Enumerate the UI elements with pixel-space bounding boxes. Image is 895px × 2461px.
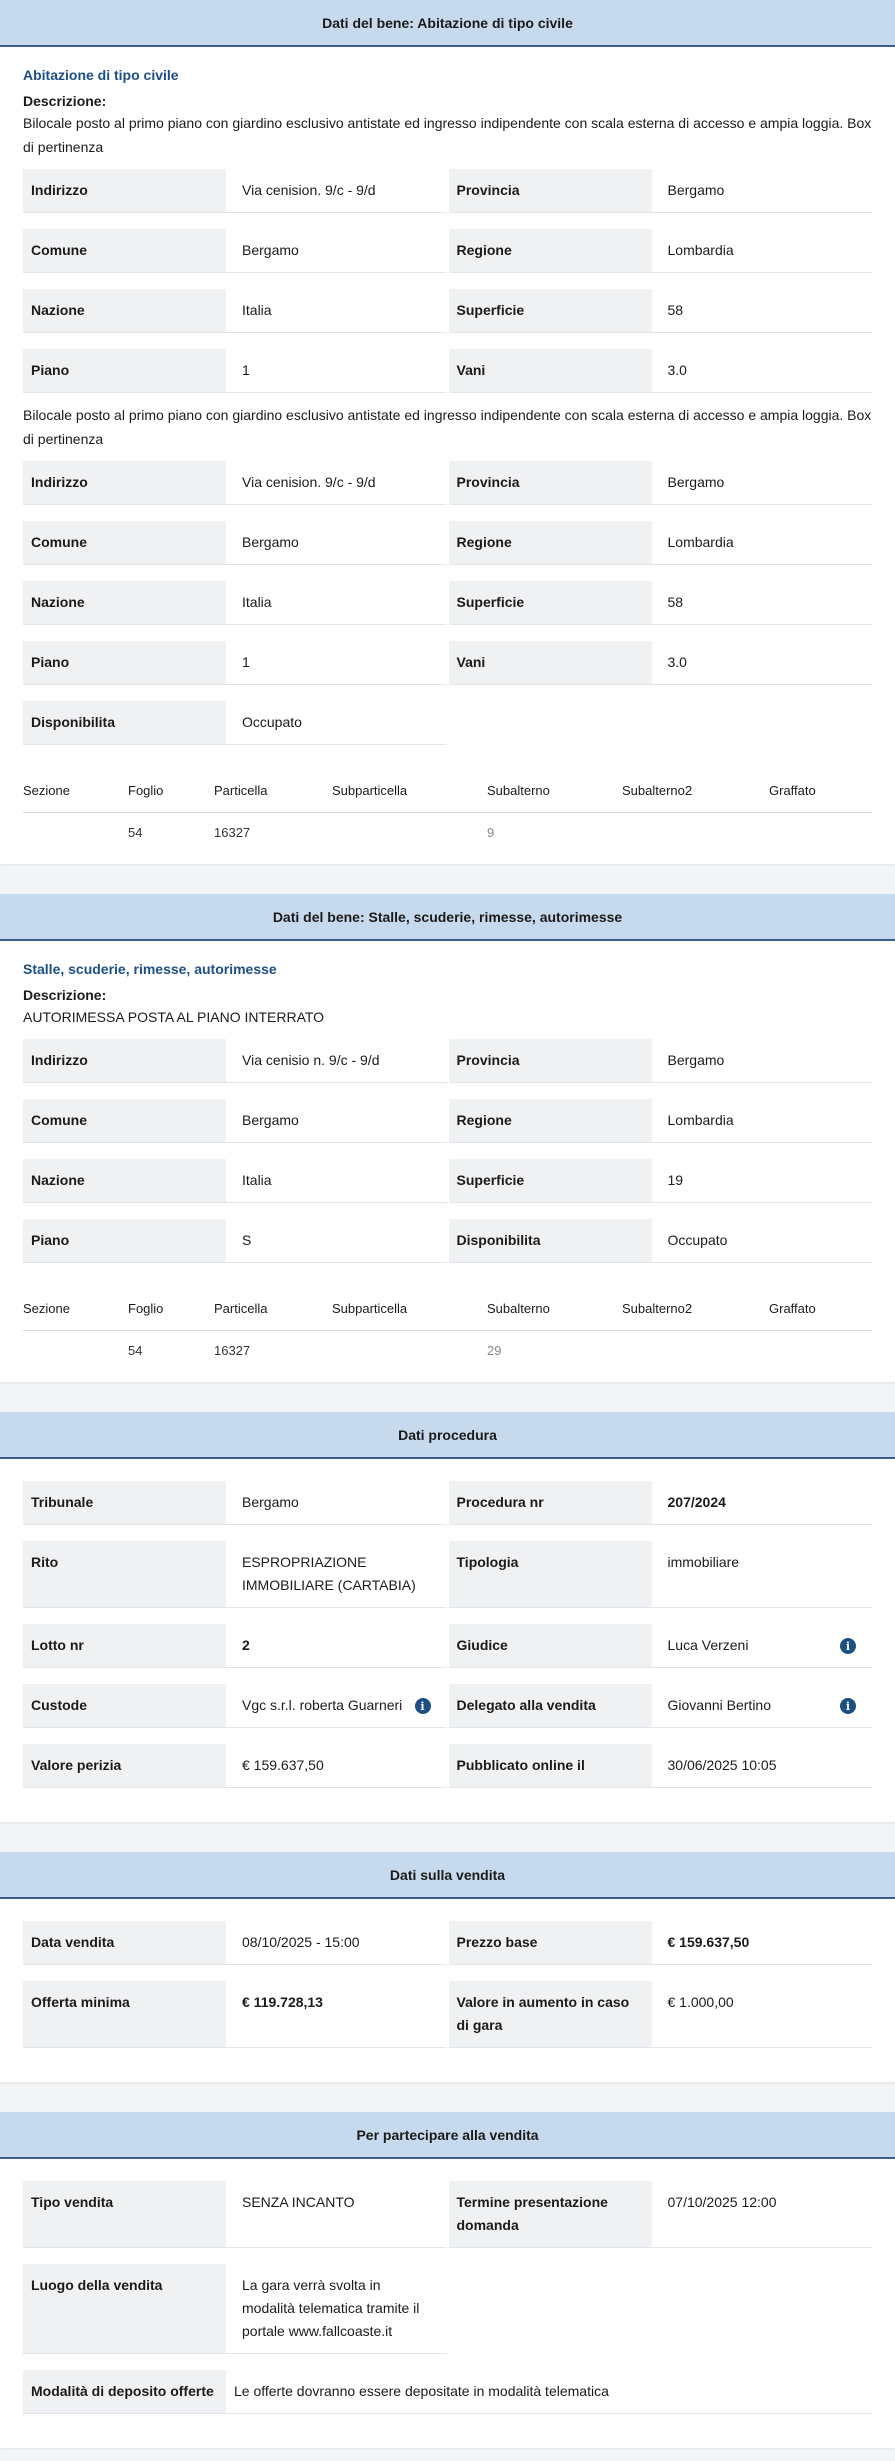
details-grid <box>23 1921 872 2064</box>
col-graffato: Graffato <box>769 1293 872 1331</box>
info-icon[interactable]: i <box>840 1698 856 1714</box>
catasto-table <box>23 775 872 846</box>
details-grid <box>23 2181 872 2430</box>
col-sezione: Sezione <box>23 775 128 813</box>
field-disponibilita: Disponibilita Occupato <box>449 1219 873 1263</box>
col-foglio: Foglio <box>128 775 214 813</box>
col-graffato: Graffato <box>769 775 872 813</box>
field-delegato: Delegato alla vendita Giovanni Bertino i <box>449 1684 873 1728</box>
col-subalterno2: Subalterno2 <box>622 775 769 813</box>
field-regione: Regione Lombardia <box>449 521 873 565</box>
col-foglio: Foglio <box>128 1293 214 1331</box>
field-pubblicato: Pubblicato online il 30/06/2025 10:05 <box>449 1744 873 1788</box>
col-particella: Particella <box>214 775 332 813</box>
item-title: Stalle, scuderie, rimesse, autorimesse <box>23 961 277 977</box>
field-tribunale: Tribunale Bergamo <box>23 1481 447 1525</box>
card-header: Dati del bene: Abitazione di tipo civile <box>0 0 895 47</box>
table-row: 54 16327 9 <box>128 825 495 840</box>
field-nazione: Nazione Italia <box>23 1159 447 1203</box>
field-custode: Custode Vgc s.r.l. roberta Guarneri i <box>23 1684 447 1728</box>
catasto-table <box>23 1293 872 1364</box>
description-label: Descrizione: <box>23 987 107 1003</box>
info-icon[interactable]: i <box>840 1638 856 1654</box>
field-tipologia: Tipologia immobiliare <box>449 1541 873 1608</box>
card-dati-procedura <box>0 1412 895 1822</box>
field-regione: Regione Lombardia <box>449 229 873 273</box>
field-procedura-nr: Procedura nr 207/2024 <box>449 1481 873 1525</box>
field-disponibilita: Disponibilita Occupato <box>23 701 447 745</box>
field-vani: Vani 3.0 <box>449 641 873 685</box>
col-particella: Particella <box>214 1293 332 1331</box>
field-provincia: Provincia Bergamo <box>449 461 873 505</box>
item-title: Abitazione di tipo civile <box>23 67 179 83</box>
details-grid <box>23 1481 872 1804</box>
field-valore-aumento: Valore in aumento in caso di gara € 1.000,00 <box>449 1981 873 2048</box>
details-grid <box>23 169 872 409</box>
description-label: Descrizione: <box>23 93 107 109</box>
details-grid <box>23 1039 872 1279</box>
table-row: 54 16327 29 <box>128 1343 502 1358</box>
field-termine-presentazione: Termine presentazione domanda 07/10/2025 12:00 <box>449 2181 873 2248</box>
col-subalterno: Subalterno <box>487 1293 622 1331</box>
field-comune: Comune Bergamo <box>23 229 447 273</box>
card-header: Dati del bene: Stalle, scuderie, rimesse, autorimesse <box>0 894 895 941</box>
card-header: Dati procedura <box>0 1412 895 1459</box>
description-text: Bilocale posto al primo piano con giardino esclusivo antistate ed ingresso indipendente con scala esterna di accesso e ampia loggia. Box di pertinenza <box>23 115 872 155</box>
field-comune: Comune Bergamo <box>23 521 447 565</box>
field-provincia: Provincia Bergamo <box>449 169 873 213</box>
card-bene-autorimessa <box>0 894 895 1382</box>
field-superficie: Superficie 19 <box>449 1159 873 1203</box>
col-subparticella: Subparticella <box>332 775 487 813</box>
field-comune: Comune Bergamo <box>23 1099 447 1143</box>
field-indirizzo: Indirizzo Via cenision. 9/c - 9/d <box>23 169 447 213</box>
description-text: AUTORIMESSA POSTA AL PIANO INTERRATO <box>23 1009 325 1025</box>
field-regione: Regione Lombardia <box>449 1099 873 1143</box>
field-luogo-vendita: Luogo della vendita La gara verrà svolta in modalità telematica tramite il portale www.fallcoaste.it <box>23 2264 447 2354</box>
card-bene-abitazione <box>0 0 895 864</box>
field-piano: Piano 1 <box>23 349 447 393</box>
field-giudice: Giudice Luca Verzeni i <box>449 1624 873 1668</box>
field-nazione: Nazione Italia <box>23 289 447 333</box>
card-header: Dati sulla vendita <box>0 1852 895 1899</box>
field-prezzo-base: Prezzo base € 159.637,50 <box>449 1921 873 1965</box>
field-rito: Rito ESPROPRIAZIONE IMMOBILIARE (CARTABIA) <box>23 1541 447 1608</box>
field-tipo-vendita: Tipo vendita SENZA INCANTO <box>23 2181 447 2248</box>
card-header: Per partecipare alla vendita <box>0 2112 895 2159</box>
field-lotto-nr: Lotto nr 2 <box>23 1624 447 1668</box>
field-piano: Piano 1 <box>23 641 447 685</box>
info-icon[interactable]: i <box>415 1698 431 1714</box>
description-text-2: Bilocale posto al primo piano con giardino esclusivo antistate ed ingresso indipendente con scala esterna di accesso e ampia loggia. Box di pertinenza <box>23 407 872 447</box>
col-sezione: Sezione <box>23 1293 128 1331</box>
field-provincia: Provincia Bergamo <box>449 1039 873 1083</box>
card-dati-vendita <box>0 1852 895 2082</box>
field-nazione: Nazione Italia <box>23 581 447 625</box>
col-subalterno: Subalterno <box>487 775 622 813</box>
details-grid-2 <box>23 461 872 761</box>
card-partecipare <box>0 2112 895 2448</box>
field-piano: Piano S <box>23 1219 447 1263</box>
field-modalita-deposito: Modalità di deposito offerte Le offerte dovranno essere depositate in modalità telematica <box>23 2370 872 2414</box>
field-vani: Vani 3.0 <box>449 349 873 393</box>
field-indirizzo: Indirizzo Via cenision. 9/c - 9/d <box>23 461 447 505</box>
field-indirizzo: Indirizzo Via cenisio n. 9/c - 9/d <box>23 1039 447 1083</box>
field-data-vendita: Data vendita 08/10/2025 - 15:00 <box>23 1921 447 1965</box>
col-subalterno2: Subalterno2 <box>622 1293 769 1331</box>
field-valore-perizia: Valore perizia € 159.637,50 <box>23 1744 447 1788</box>
field-superficie: Superficie 58 <box>449 581 873 625</box>
field-offerta-minima: Offerta minima € 119.728,13 <box>23 1981 447 2048</box>
field-superficie: Superficie 58 <box>449 289 873 333</box>
col-subparticella: Subparticella <box>332 1293 487 1331</box>
